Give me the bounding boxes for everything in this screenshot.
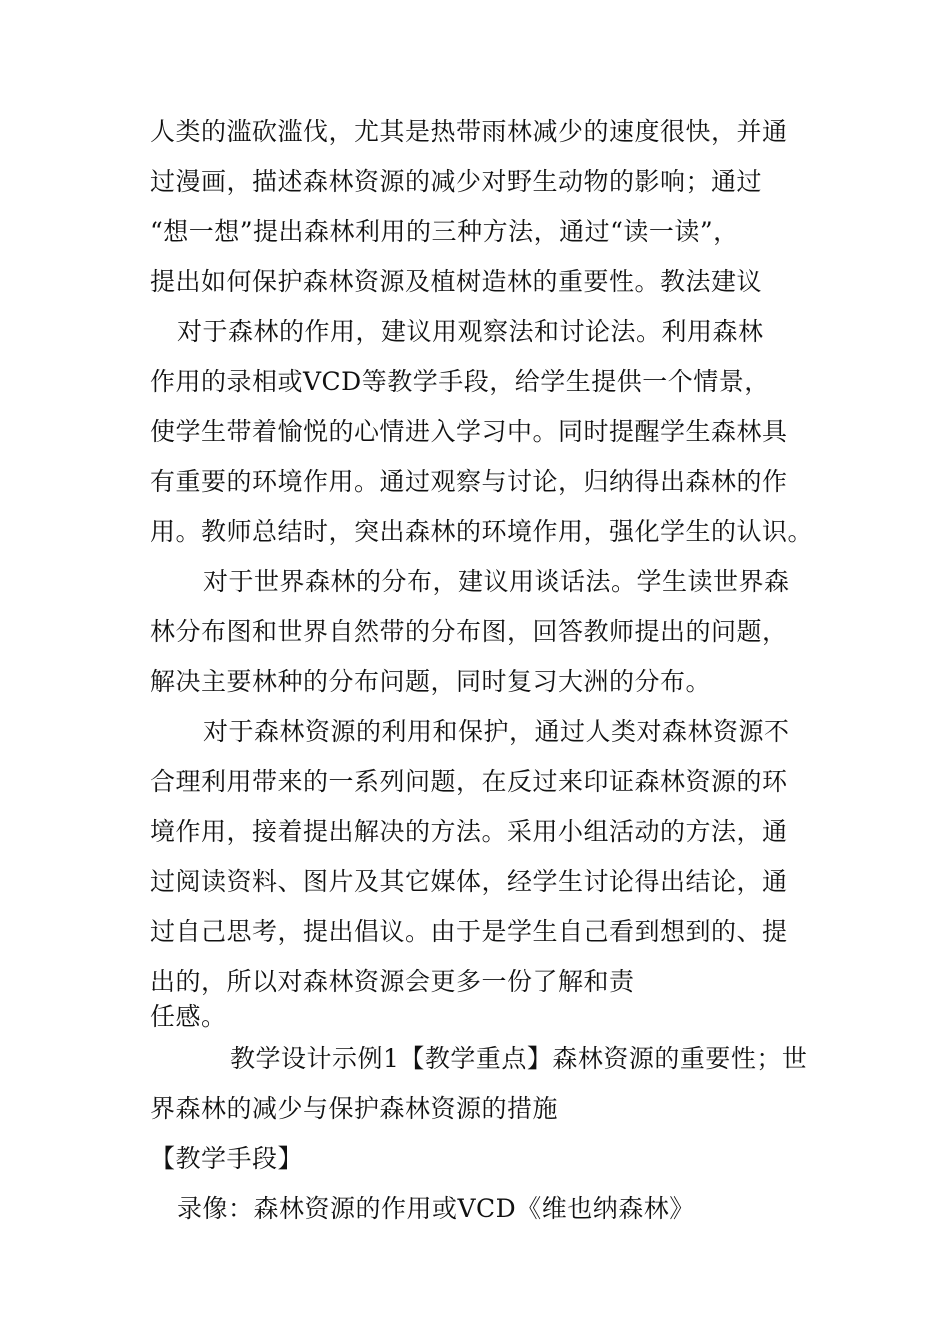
- text-line: 境作用，接着提出解决的方法。采用小组活动的方法，通: [150, 817, 788, 846]
- text-line: 出的，所以对森林资源会更多一份了解和责: [150, 967, 635, 996]
- text-line: 过阅读资料、图片及其它媒体，经学生讨论得出结论，通: [150, 867, 788, 896]
- text-line: 过漫画，描述森林资源的减少对野生动物的影响；通过: [150, 167, 763, 196]
- text-line: 对于世界森林的分布，建议用谈话法。学生读世界森: [203, 567, 790, 596]
- text-line: 任感。: [150, 1002, 227, 1031]
- text-line: 对于森林的作用，建议用观察法和讨论法。利用森林: [177, 317, 764, 346]
- text-line: 用。教师总结时，突出森林的环境作用，强化学生的认识。: [150, 517, 814, 546]
- text-line: 作用的录相或VCD等教学手段，给学生提供一个情景，: [150, 367, 770, 396]
- text-line: 人类的滥砍滥伐，尤其是热带雨林减少的速度很快，并通: [150, 117, 788, 146]
- text-line: 界森林的减少与保护森林资源的措施: [150, 1094, 559, 1123]
- text-line: 林分布图和世界自然带的分布图，回答教师提出的问题，: [150, 617, 788, 646]
- text-line: “想一想”提出森林利用的三种方法，通过“读一读”，: [150, 217, 739, 246]
- text-line: 录像：森林资源的作用或VCD《维也纳森林》: [177, 1194, 695, 1223]
- section-heading: 【教学手段】: [150, 1144, 304, 1173]
- text-line: 提出如何保护森林资源及植树造林的重要性。教法建议: [150, 267, 763, 296]
- text-line: 解决主要林种的分布问题，同时复习大洲的分布。: [150, 667, 712, 696]
- text-line: 教学设计示例1【教学重点】森林资源的重要性；世: [230, 1044, 808, 1073]
- text-line: 对于森林资源的利用和保护，通过人类对森林资源不: [203, 717, 790, 746]
- text-line: 过自己思考，提出倡议。由于是学生自己看到想到的、提: [150, 917, 788, 946]
- text-line: 合理利用带来的一系列问题，在反过来印证森林资源的环: [150, 767, 788, 796]
- text-line: 使学生带着愉悦的心情进入学习中。同时提醒学生森林具: [150, 417, 788, 446]
- text-line: 有重要的环境作用。通过观察与讨论，归纳得出森林的作: [150, 467, 788, 496]
